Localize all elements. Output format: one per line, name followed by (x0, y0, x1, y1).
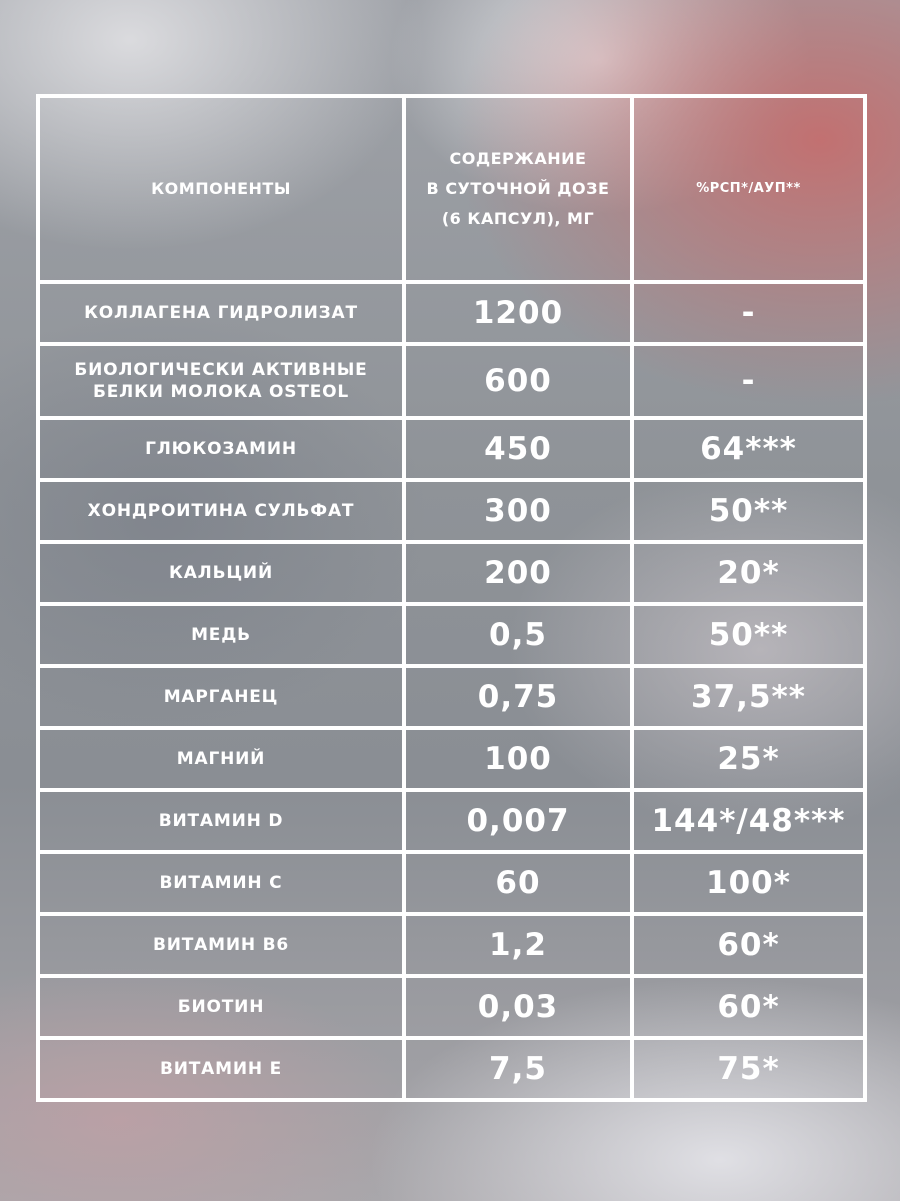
table-row (38, 852, 865, 914)
table-row (38, 1038, 865, 1100)
component-name-cell: ВИТАМИН Е (38, 1038, 404, 1100)
amount-cell: 0,5 (404, 604, 632, 666)
rsp-percent-cell: 100* (632, 852, 865, 914)
component-name-cell: КАЛЬЦИЙ (38, 542, 404, 604)
rsp-percent-cell: 50** (632, 604, 865, 666)
composition-table (36, 94, 867, 1102)
rsp-percent-cell: 60* (632, 976, 865, 1038)
rsp-percent-cell: 25* (632, 728, 865, 790)
table-row (38, 282, 865, 344)
rsp-percent-cell: 60* (632, 914, 865, 976)
component-name-cell: ВИТАМИН В6 (38, 914, 404, 976)
header-content (404, 96, 632, 282)
rsp-percent-cell: 37,5** (632, 666, 865, 728)
table-row (38, 976, 865, 1038)
table-row (38, 542, 865, 604)
component-name-cell: МАГНИЙ (38, 728, 404, 790)
rsp-percent-cell: 144*/48*** (632, 790, 865, 852)
amount-cell: 0,03 (404, 976, 632, 1038)
rsp-percent-cell: 50** (632, 480, 865, 542)
header-content-line3: (6 КАПСУЛ), МГ (441, 208, 595, 228)
table-row (38, 728, 865, 790)
table-row (38, 604, 865, 666)
table-row (38, 666, 865, 728)
table-row (38, 790, 865, 852)
component-name-cell: БИОЛОГИЧЕСКИ АКТИВНЫЕ БЕЛКИ МОЛОКА OSTEOL (38, 344, 404, 418)
component-name-cell: МАРГАНЕЦ (38, 666, 404, 728)
component-name-cell: МЕДЬ (38, 604, 404, 666)
amount-cell: 100 (404, 728, 632, 790)
amount-cell: 7,5 (404, 1038, 632, 1100)
header-component: КОМПОНЕНТЫ (38, 96, 404, 282)
amount-cell: 0,007 (404, 790, 632, 852)
component-name-cell: ХОНДРОИТИНА СУЛЬФАТ (38, 480, 404, 542)
table-row (38, 480, 865, 542)
component-name-cell: ГЛЮКОЗАМИН (38, 418, 404, 480)
component-name-cell: ВИТАМИН С (38, 852, 404, 914)
amount-cell: 60 (404, 852, 632, 914)
component-name-cell: КОЛЛАГЕНА ГИДРОЛИЗАТ (38, 282, 404, 344)
component-name-cell: БИОТИН (38, 976, 404, 1038)
table-row (38, 418, 865, 480)
rsp-percent-cell: - (632, 344, 865, 418)
table-body (38, 282, 865, 1100)
amount-cell: 300 (404, 480, 632, 542)
amount-cell: 450 (404, 418, 632, 480)
table-header-row (38, 96, 865, 282)
amount-cell: 0,75 (404, 666, 632, 728)
amount-cell: 200 (404, 542, 632, 604)
table-row (38, 344, 865, 418)
component-name-cell: ВИТАМИН D (38, 790, 404, 852)
rsp-percent-cell: - (632, 282, 865, 344)
amount-cell: 600 (404, 344, 632, 418)
header-content-line2: В СУТОЧНОЙ ДОЗЕ (426, 178, 610, 198)
rsp-percent-cell: 20* (632, 542, 865, 604)
amount-cell: 1,2 (404, 914, 632, 976)
table-row (38, 914, 865, 976)
amount-cell: 1200 (404, 282, 632, 344)
rsp-percent-cell: 64*** (632, 418, 865, 480)
composition-table-wrap (36, 94, 867, 1102)
header-content-line1: СОДЕРЖАНИЕ (449, 148, 587, 168)
rsp-percent-cell: 75* (632, 1038, 865, 1100)
header-rsp: %РСП*/АУП** (632, 96, 865, 282)
